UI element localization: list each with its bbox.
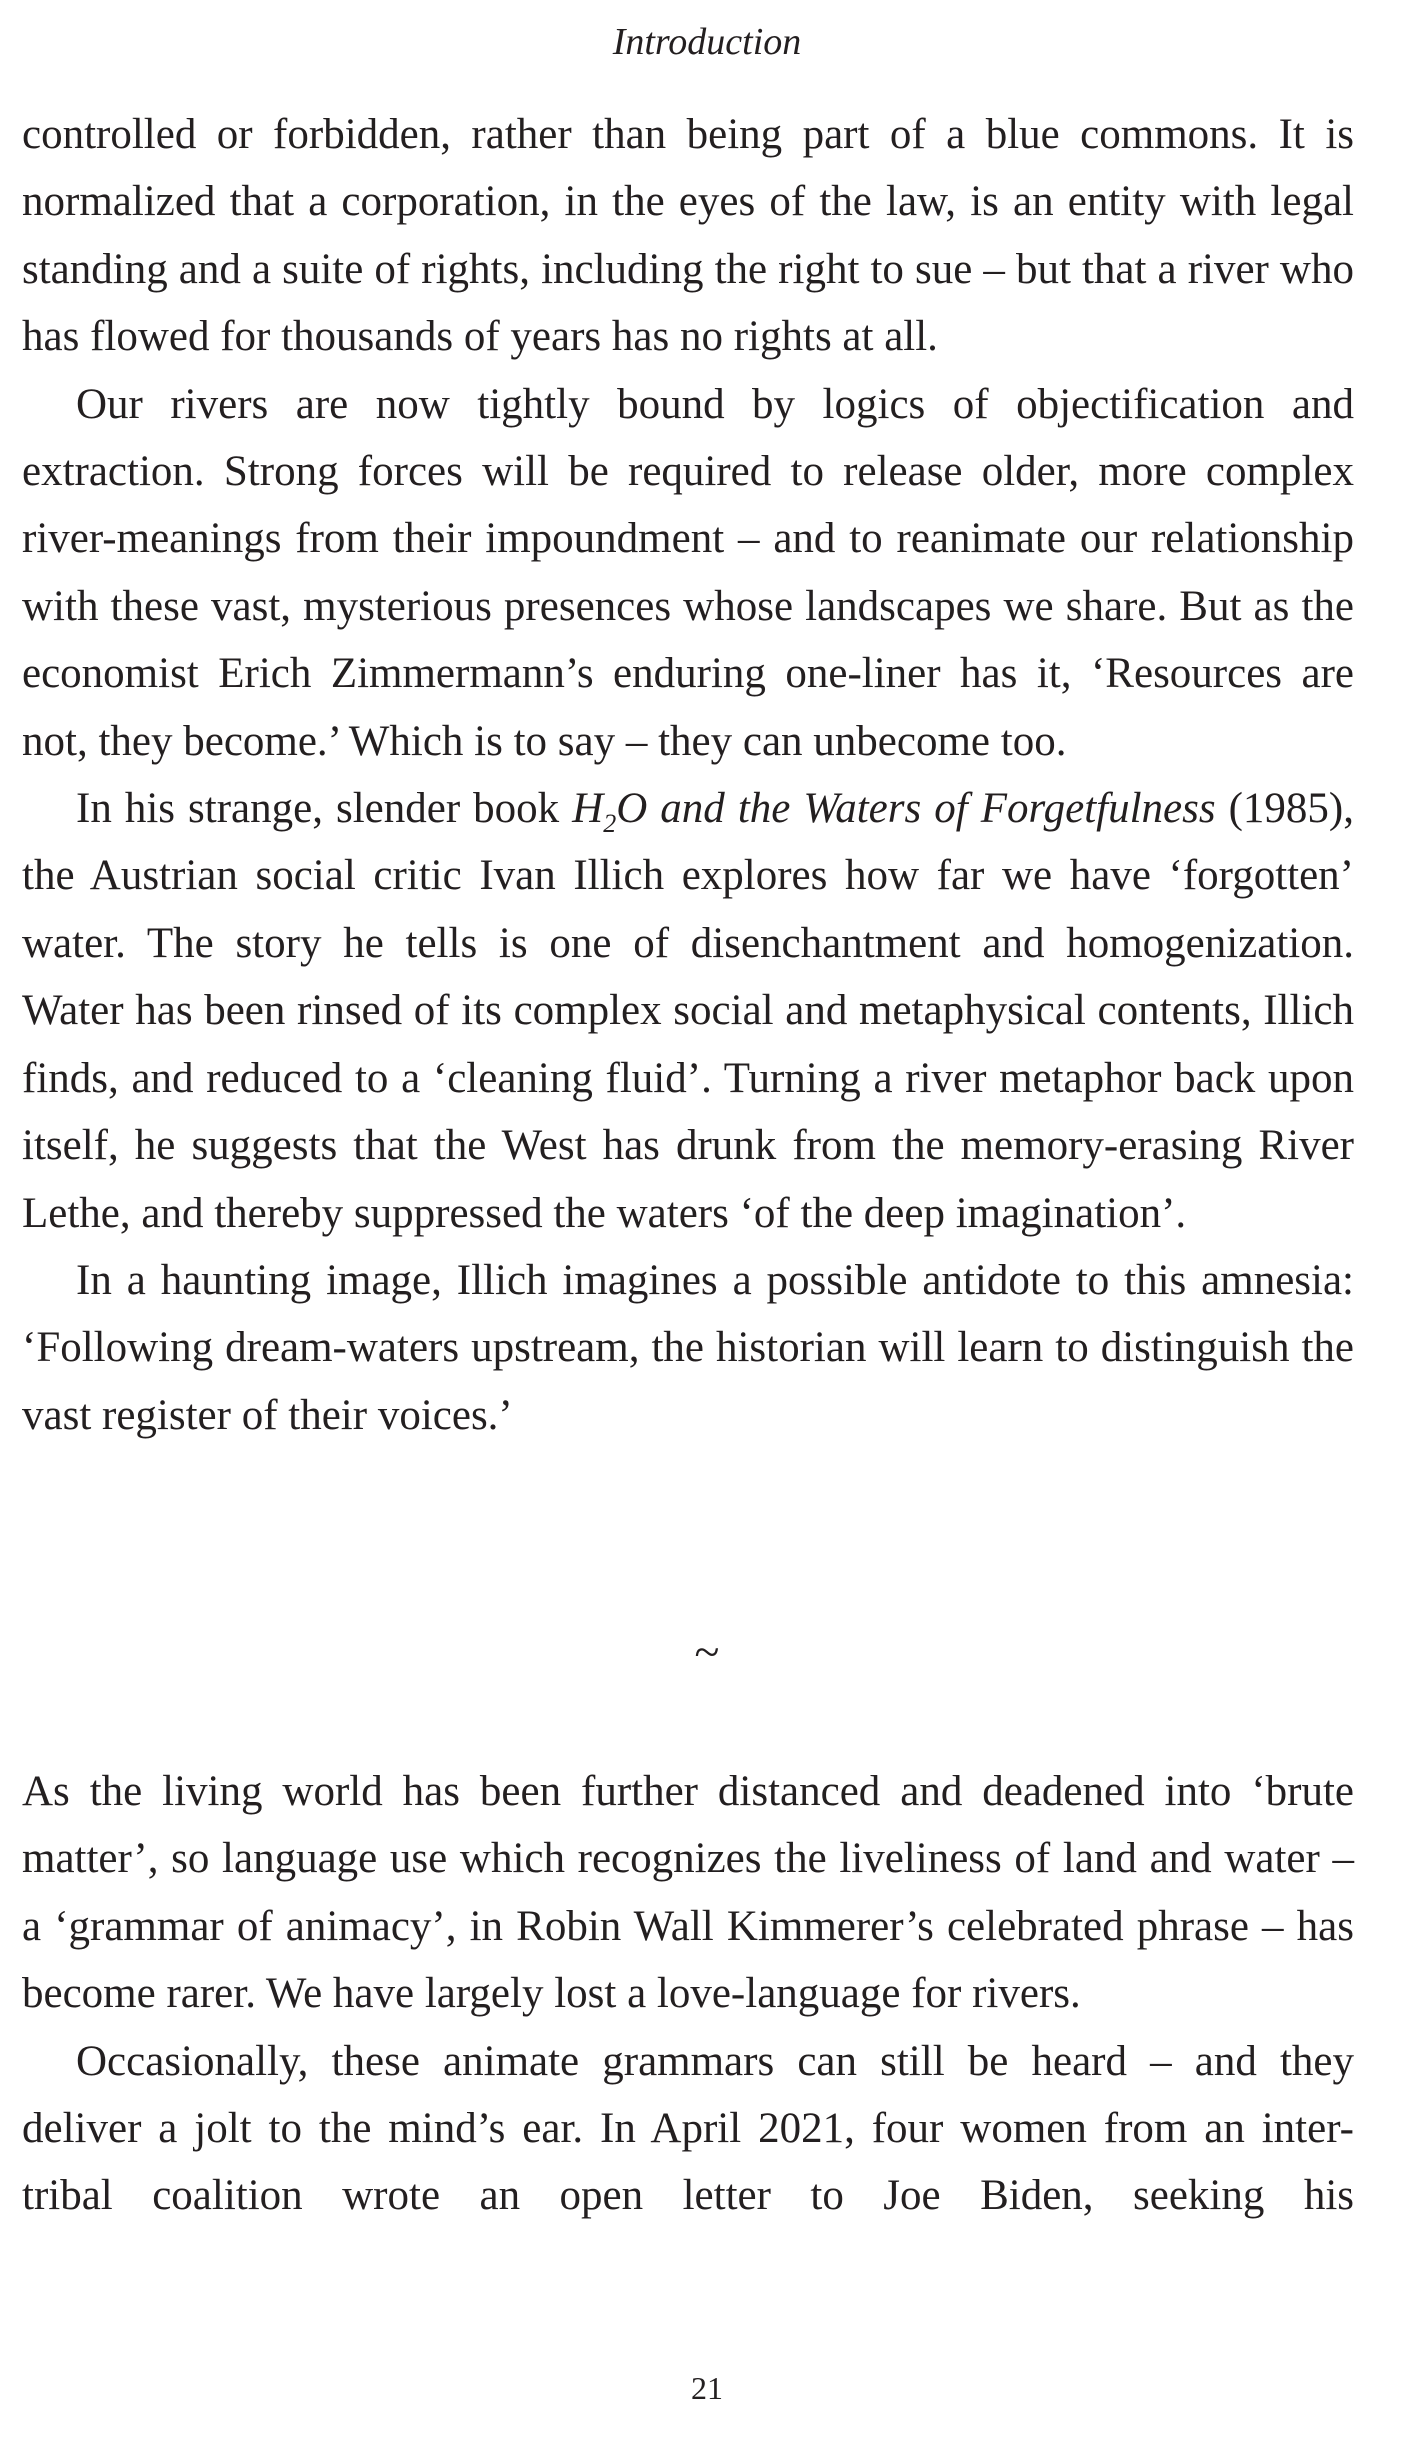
book-title	[572, 785, 1216, 839]
paragraph-6: Occasionally, these animate grammars can still be heard – and they deliver a jolt to the mind’s ear. In April 2021, four women from an inter-tribal coalition wrote an open letter to Joe Biden, seeking his	[22, 2037, 1354, 2220]
paragraph-3-lead: In his strange, slender book	[76, 785, 573, 833]
running-head: Introduction	[612, 21, 802, 63]
paragraph-5: As the living world has been further distanced and deadened into ‘brute matter’, so language use which recognizes the liveliness of land and water – a ‘grammar of animacy’, in Robin Wall Kimmerer’s celebrated phrase – has become rarer. We have largely lost a love-language for rivers.	[22, 1768, 1354, 2018]
paragraph-4: In a haunting image, Illich imagines a possible antidote to this amnesia: ‘Following dream-waters upstream, the historian will learn to distinguish the vast register of their voices.’	[22, 1256, 1354, 1439]
page-number: 21	[691, 2370, 723, 2406]
paragraph-2: Our rivers are now tightly bound by logics of objectification and extraction. Strong forces will be required to release older, more complex river-meanings from their impoundment – and to reanimate our relationship with these vast, mysterious presences whose landscapes we share. But as the economist Erich Zimmermann’s enduring one-liner has it, ‘Resources are not, they become.’ Which is to say – they can unbecome too.	[22, 380, 1354, 765]
text-block-lower	[22, 1758, 1354, 2230]
book-title-h: H	[572, 785, 604, 833]
book-title-subscript: 2	[603, 809, 617, 839]
text-block-upper	[22, 101, 1354, 1449]
paragraph-3	[22, 775, 1354, 1247]
paragraph-1: controlled or forbidden, rather than being part of a blue commons. It is normalized that a corporation, in the eyes of the law, is an entity with legal standing and a suite of rights, including the right to sue – but that a river who has flowed for thousands of years has no rights at all.	[22, 111, 1354, 361]
paragraph-3-rest: (1985), the Austrian social critic Ivan Illich explores how far we have ‘forgotten’ water. The story he tells is one of disenchantment and homogenization. Water has been rinsed of its complex social and metaphysical contents, Illich finds, and reduced to a ‘cleaning fluid’. Turning a river metaphor back upon itself, he suggests that the West has drunk from the memory-erasing River Lethe, and thereby suppressed the waters ‘of the deep imagination’.	[22, 785, 1354, 1237]
book-title-rest: O and the Waters of Forgetfulness	[616, 785, 1216, 833]
section-separator: ~	[694, 1626, 720, 1677]
